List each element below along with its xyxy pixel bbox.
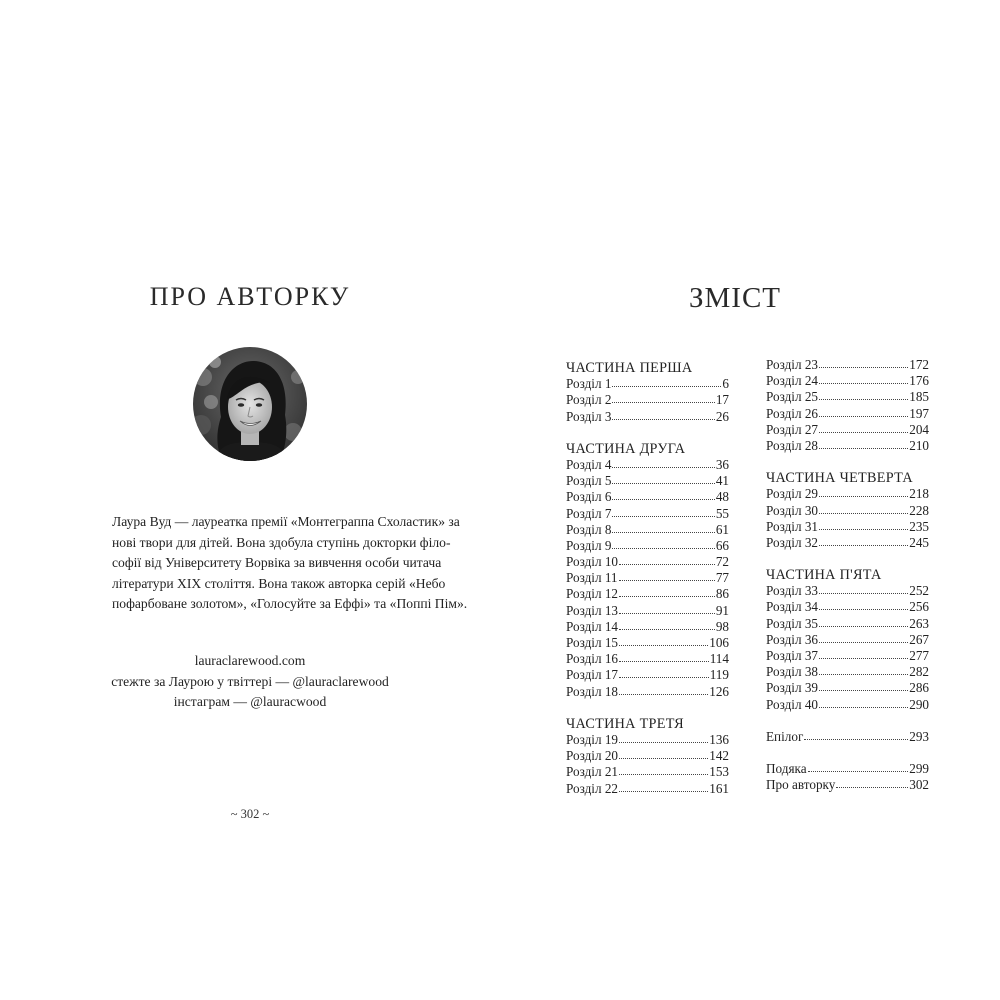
toc-entry[interactable] [766,583,929,599]
toc-entry-label: Розділ 18 [566,683,619,699]
toc-entry-label: Розділ 23 [766,357,819,372]
toc-entry-page: 98 [715,618,729,634]
toc-dot-leader [619,732,708,744]
toc-dot-leader [808,761,909,773]
toc-entry[interactable] [766,761,929,777]
toc-dot-leader [619,603,715,615]
page-number: ~ 302 ~ [230,807,270,821]
toc-entry[interactable] [766,406,929,422]
toc-dot-leader [619,781,708,793]
toc-entry[interactable] [566,619,729,635]
toc-entry-page: 126 [709,683,729,699]
toc-entry[interactable] [566,764,729,780]
toc-entry[interactable] [566,554,729,570]
toc-entry[interactable] [566,651,729,667]
toc-entry-page: 26 [715,408,729,424]
toc-part-title: ЧАСТИНА ПЕРША [566,360,693,376]
toc-entry[interactable] [566,506,729,522]
toc-entry-page: 17 [715,392,729,408]
toc-dot-leader [819,357,908,369]
toc-group-gap [766,745,929,761]
toc-entry-page: 228 [909,502,929,518]
toc-entry[interactable] [566,457,729,473]
toc-part-title: ЧАСТИНА П'ЯТА [766,567,882,584]
toc-dot-leader [819,599,908,611]
toc-entry-label: Розділ 40 [766,696,819,712]
toc-entry-label: Розділ 19 [566,731,619,747]
toc-dot-leader [612,409,714,421]
author-twitter: стежте за Лаурою у твіттері — @lauraclarewood [111,673,389,689]
toc-dot-leader [819,373,908,385]
toc-entry[interactable] [766,697,929,713]
toc-entry-page: 235 [909,518,929,534]
toc-entry[interactable] [766,729,929,745]
toc-entry[interactable] [566,603,729,619]
toc-entry-page: 245 [909,534,929,550]
toc-entry-page: 282 [909,664,929,680]
toc-entry-label: Розділ 4 [566,456,612,472]
toc-dot-leader [619,651,709,663]
toc-entry-label: Розділ 27 [766,421,819,437]
toc-entry[interactable] [766,486,929,502]
author-contacts [0,651,500,713]
toc-entry-page: 302 [909,777,929,793]
toc-entry-label: Розділ 6 [566,489,612,505]
toc-entry[interactable] [566,781,729,797]
toc-dot-leader [819,503,908,515]
toc-dot-leader [619,570,715,582]
toc-entry-label: Розділ 8 [566,521,612,537]
toc-entry[interactable] [566,732,729,748]
toc-dot-leader [819,632,908,644]
toc-entry-label: Розділ 20 [566,748,619,764]
toc-entry-page: 263 [909,615,929,631]
toc-entry-page: 293 [909,728,929,744]
author-bio [112,512,468,615]
toc-entry[interactable] [766,422,929,438]
toc-entry-label: Розділ 34 [766,599,819,615]
toc-entry-page: 299 [909,760,929,776]
toc-group-gap [566,425,729,441]
toc-part-title: ЧАСТИНА ДРУГА [566,440,686,457]
toc-entry[interactable] [766,648,929,664]
toc-group-gap [766,713,929,729]
toc-entry[interactable] [766,680,929,696]
bio-line: софії від Університету Ворвіка за вивчення особи читача [112,555,442,570]
toc-entry-label: Розділ 12 [566,586,619,602]
toc-dot-leader [612,457,714,469]
toc-entry-label: Розділ 24 [766,373,819,389]
toc-dot-leader [819,583,908,595]
toc-dot-leader [819,664,908,676]
toc-entry-page: 290 [909,696,929,712]
toc-dot-leader [819,438,908,450]
toc-entry-label: Розділ 5 [566,473,612,489]
toc-entry-page: 61 [715,521,729,537]
toc-entry-label: Розділ 7 [566,505,612,521]
toc-entry[interactable] [766,438,929,454]
toc-dot-leader [819,697,908,709]
table-of-contents-heading: ЗМІСТ [688,282,782,314]
toc-entry-page: 86 [715,586,729,602]
toc-dot-leader [612,489,714,501]
toc-entry[interactable] [766,373,929,389]
toc-part-title: ЧАСТИНА ЧЕТВЕРТА [766,470,913,487]
toc-entry-label: Розділ 3 [566,408,612,424]
toc-entry-page: 218 [909,486,929,502]
toc-dot-leader [819,616,908,628]
toc-entry-page: 197 [909,405,929,421]
toc-entry-label: Розділ 32 [766,534,819,550]
toc-entry-label: Розділ 39 [766,680,819,696]
toc-dot-leader [619,554,715,566]
toc-dot-leader [804,729,908,741]
toc-entry[interactable] [766,599,929,615]
toc-entry[interactable] [566,473,729,489]
toc-dot-leader [612,376,721,388]
toc-entry-page: 252 [909,583,929,599]
toc-entry-page: 204 [909,421,929,437]
toc-dot-leader [819,519,908,531]
toc-entry-page: 41 [715,473,729,489]
toc-entry-label: Розділ 31 [766,518,819,534]
toc-dot-leader [619,684,708,696]
toc-entry-page: 106 [709,635,729,651]
toc-entry[interactable] [766,777,929,793]
toc-column-1 [566,360,729,797]
toc-dot-leader [612,522,714,534]
toc-entry-label: Про авторку [766,777,836,793]
toc-entry-page: 48 [715,489,729,505]
toc-entry-label: Розділ 25 [766,389,819,405]
toc-entry-page: 267 [909,631,929,647]
toc-entry-page: 72 [715,554,729,570]
toc-entry[interactable] [766,664,929,680]
toc-entry-label: Розділ 37 [766,648,819,664]
toc-group-gap [566,700,729,716]
toc-entry-label: Розділ 30 [766,502,819,518]
toc-entry-label: Розділ 11 [566,570,618,586]
toc-dot-leader [612,473,714,485]
toc-entry-page: 77 [715,570,729,586]
toc-entry-label: Розділ 10 [566,554,619,570]
toc-column-2 [766,357,929,793]
toc-entry-label: Розділ 15 [566,635,619,651]
toc-dot-leader [819,422,908,434]
toc-dot-leader [819,486,908,498]
toc-entry-page: 6 [722,376,729,392]
toc-entry[interactable] [566,376,729,392]
toc-entry-page: 256 [909,599,929,615]
toc-entry-label: Розділ 22 [566,780,619,796]
bio-line: нові твори для дітей. Вона здобула ступінь докторки філо- [112,534,451,550]
toc-entry[interactable] [566,409,729,425]
toc-entry-label: Розділ 38 [766,664,819,680]
toc-entry-page: 55 [715,505,729,521]
toc-entry[interactable] [766,616,929,632]
toc-entry-page: 66 [715,537,729,553]
toc-entry-page: 185 [909,389,929,405]
toc-entry[interactable] [566,538,729,554]
toc-entry[interactable] [766,632,929,648]
toc-entry-label: Розділ 29 [766,486,819,502]
toc-entry[interactable] [566,748,729,764]
toc-dot-leader [819,389,908,401]
toc-entry[interactable] [566,489,729,505]
toc-dot-leader [619,619,715,631]
toc-dot-leader [836,777,908,789]
toc-entry-label: Розділ 33 [766,583,819,599]
toc-entry[interactable] [766,357,929,373]
author-instagram: інстаграм — @lauracwood [173,694,327,709]
toc-dot-leader [619,586,715,598]
toc-entry-page: 91 [715,602,729,618]
toc-dot-leader [819,535,908,547]
author-photo [193,347,307,461]
toc-entry-label: Розділ 2 [566,392,612,408]
toc-entry-page: 142 [709,748,729,764]
toc-entry-label: Розділ 1 [566,376,612,392]
toc-dot-leader [619,667,709,679]
toc-entry[interactable] [766,503,929,519]
toc-entry[interactable] [566,667,729,683]
toc-entry-page: 114 [709,651,729,667]
toc-entry[interactable] [566,522,729,538]
toc-entry-label: Розділ 36 [766,631,819,647]
author-website[interactable]: lauraclarewood.com [194,653,306,668]
toc-entry-label: Розділ 14 [566,618,619,634]
toc-entry-page: 161 [709,780,729,796]
toc-entry[interactable] [566,392,729,408]
toc-entry-label: Розділ 35 [766,615,819,631]
toc-entry-page: 172 [909,357,929,372]
toc-group-gap [766,454,929,470]
right-page [500,0,1000,1000]
toc-entry-label: Подяка [766,760,807,776]
toc-dot-leader [612,538,714,550]
toc-entry-page: 210 [909,437,929,453]
toc-dot-leader [612,392,714,404]
toc-entry-label: Розділ 9 [566,537,612,553]
toc-entry[interactable] [566,570,729,586]
toc-entry-label: Розділ 26 [766,405,819,421]
bio-line: Лаура Вуд — лауреатка премії «Монтеграппа Схоластик» за [112,514,460,529]
toc-group-gap [766,551,929,567]
toc-entry[interactable] [566,684,729,700]
toc-entry-page: 36 [715,456,729,472]
toc-dot-leader [819,680,908,692]
toc-dot-leader [619,748,708,760]
toc-dot-leader [612,506,714,518]
toc-entry-label: Розділ 17 [566,667,619,683]
toc-entry-label: Епілог [766,728,804,744]
toc-entry[interactable] [566,635,729,651]
toc-entry[interactable] [766,389,929,405]
bio-line: літератури XIX століття. Вона також авторка серій «Небо [112,575,446,591]
toc-entry-label: Розділ 21 [566,764,619,780]
toc-dot-leader [819,406,908,418]
toc-entry-label: Розділ 28 [766,437,819,453]
about-author-heading: ПРО АВТОРКУ [149,282,351,311]
toc-entry-label: Розділ 16 [566,651,619,667]
toc-entry[interactable] [766,535,929,551]
bio-line: пофарбоване золотом», «Голосуйте за Еффі» та «Поппі Пім». [112,596,468,611]
toc-entry-page: 176 [909,373,929,389]
toc-dot-leader [619,635,708,647]
toc-entry-page: 153 [709,764,729,780]
toc-entry[interactable] [566,586,729,602]
toc-dot-leader [819,648,908,660]
toc-entry-page: 136 [709,731,729,747]
toc-entry-label: Розділ 13 [566,602,619,618]
toc-part-title: ЧАСТИНА ТРЕТЯ [566,715,684,732]
toc-dot-leader [619,764,708,776]
toc-entry[interactable] [766,519,929,535]
toc-entry-page: 286 [909,680,929,696]
toc-entry-page: 119 [709,667,729,683]
toc-entry-page: 277 [909,648,929,664]
